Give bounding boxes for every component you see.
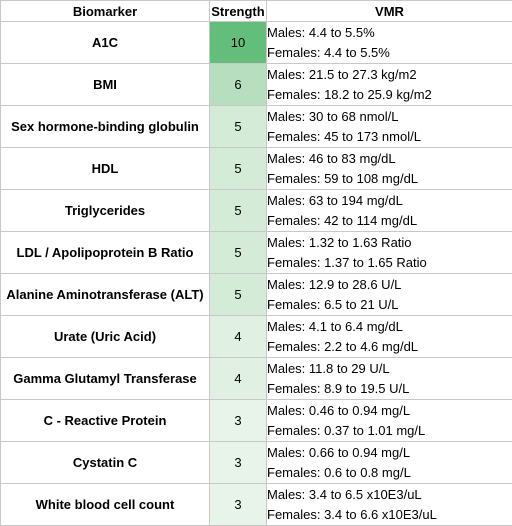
table-row (1, 22, 512, 64)
vmr-cell (267, 274, 512, 316)
table-body (1, 22, 512, 526)
table-row (1, 400, 512, 442)
biomarker-cell: Urate (Uric Acid) (1, 316, 210, 358)
table-row (1, 484, 512, 526)
vmr-male-range: Males: 3.4 to 6.5 x10E3/uL (267, 485, 512, 505)
vmr-female-range: Females: 1.37 to 1.65 Ratio (267, 253, 512, 273)
vmr-male-range: Males: 1.32 to 1.63 Ratio (267, 233, 512, 253)
biomarker-cell: HDL (1, 148, 210, 190)
vmr-female-range: Females: 6.5 to 21 U/L (267, 295, 512, 315)
biomarker-cell: Triglycerides (1, 190, 210, 232)
vmr-female-range: Females: 4.4 to 5.5% (267, 43, 512, 63)
biomarker-cell: LDL / Apolipoprotein B Ratio (1, 232, 210, 274)
vmr-female-range: Females: 2.2 to 4.6 mg/dL (267, 337, 512, 357)
vmr-cell (267, 22, 512, 64)
vmr-male-range: Males: 4.4 to 5.5% (267, 23, 512, 43)
vmr-female-range: Females: 18.2 to 25.9 kg/m2 (267, 85, 512, 105)
biomarker-cell: A1C (1, 22, 210, 64)
strength-cell: 4 (210, 358, 267, 400)
vmr-cell (267, 232, 512, 274)
table-row (1, 106, 512, 148)
vmr-male-range: Males: 0.66 to 0.94 mg/L (267, 443, 512, 463)
header-vmr: VMR (267, 1, 512, 22)
vmr-cell (267, 358, 512, 400)
strength-cell: 3 (210, 442, 267, 484)
vmr-female-range: Females: 0.37 to 1.01 mg/L (267, 421, 512, 441)
strength-cell: 5 (210, 232, 267, 274)
table-row (1, 316, 512, 358)
biomarker-cell: Sex hormone-binding globulin (1, 106, 210, 148)
header-row (1, 1, 512, 22)
table-row (1, 232, 512, 274)
vmr-female-range: Females: 59 to 108 mg/dL (267, 169, 512, 189)
vmr-cell (267, 64, 512, 106)
vmr-male-range: Males: 12.9 to 28.6 U/L (267, 275, 512, 295)
strength-cell: 3 (210, 400, 267, 442)
vmr-male-range: Males: 46 to 83 mg/dL (267, 149, 512, 169)
biomarker-cell: Alanine Aminotransferase (ALT) (1, 274, 210, 316)
strength-cell: 6 (210, 64, 267, 106)
biomarker-cell: Gamma Glutamyl Transferase (1, 358, 210, 400)
vmr-male-range: Males: 11.8 to 29 U/L (267, 359, 512, 379)
vmr-cell (267, 400, 512, 442)
vmr-cell (267, 148, 512, 190)
vmr-male-range: Males: 63 to 194 mg/dL (267, 191, 512, 211)
vmr-cell (267, 442, 512, 484)
vmr-cell (267, 106, 512, 148)
vmr-female-range: Females: 8.9 to 19.5 U/L (267, 379, 512, 399)
header-strength: Strength (210, 1, 267, 22)
vmr-cell (267, 190, 512, 232)
strength-cell: 4 (210, 316, 267, 358)
biomarker-cell: Cystatin C (1, 442, 210, 484)
vmr-cell (267, 484, 512, 526)
strength-cell: 5 (210, 148, 267, 190)
table-row (1, 274, 512, 316)
table-row (1, 190, 512, 232)
table-row (1, 64, 512, 106)
strength-cell: 10 (210, 22, 267, 64)
strength-cell: 5 (210, 106, 267, 148)
vmr-female-range: Females: 45 to 173 nmol/L (267, 127, 512, 147)
vmr-female-range: Females: 0.6 to 0.8 mg/L (267, 463, 512, 483)
vmr-male-range: Males: 4.1 to 6.4 mg/dL (267, 317, 512, 337)
vmr-cell (267, 316, 512, 358)
header-biomarker: Biomarker (1, 1, 210, 22)
biomarker-cell: BMI (1, 64, 210, 106)
table-row (1, 148, 512, 190)
biomarker-cell: C - Reactive Protein (1, 400, 210, 442)
strength-cell: 5 (210, 190, 267, 232)
vmr-male-range: Males: 21.5 to 27.3 kg/m2 (267, 65, 512, 85)
table-row (1, 442, 512, 484)
biomarker-cell: White blood cell count (1, 484, 210, 526)
vmr-male-range: Males: 0.46 to 0.94 mg/L (267, 401, 512, 421)
strength-cell: 3 (210, 484, 267, 526)
vmr-female-range: Females: 3.4 to 6.6 x10E3/uL (267, 505, 512, 525)
vmr-male-range: Males: 30 to 68 nmol/L (267, 107, 512, 127)
table-row (1, 358, 512, 400)
strength-cell: 5 (210, 274, 267, 316)
vmr-female-range: Females: 42 to 114 mg/dL (267, 211, 512, 231)
